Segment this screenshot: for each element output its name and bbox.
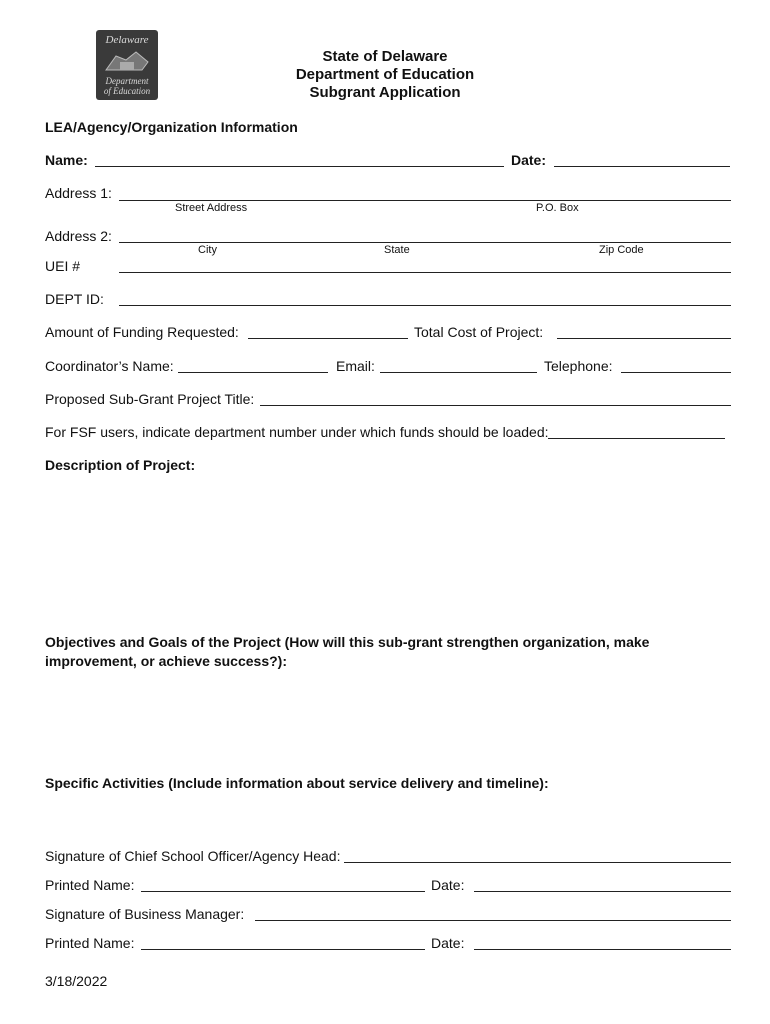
- uei-field[interactable]: [119, 272, 731, 273]
- date-field[interactable]: [554, 166, 730, 167]
- po-box-label: P.O. Box: [536, 202, 579, 214]
- logo-top-text: Delaware: [105, 34, 149, 46]
- address1-field[interactable]: [119, 200, 731, 201]
- state-label: State: [384, 244, 410, 256]
- printed-name2-field[interactable]: [141, 949, 425, 950]
- fsf-label: For FSF users, indicate department number under which funds should be loaded:: [45, 424, 549, 440]
- project-title-field[interactable]: [260, 405, 731, 406]
- dept-id-label: DEPT ID:: [45, 291, 104, 307]
- objectives-area[interactable]: [45, 674, 731, 774]
- activities-heading: Specific Activities (Include information about service delivery and timeline):: [45, 775, 549, 791]
- zip-code-label: Zip Code: [599, 244, 644, 256]
- footer-date: 3/18/2022: [45, 973, 108, 989]
- business-manager-signature-label: Signature of Business Manager:: [45, 906, 245, 922]
- logo-bottom-line1: Department: [105, 76, 149, 86]
- printed-name2-label: Printed Name:: [45, 935, 135, 951]
- logo-bottom-line2: of Education: [103, 86, 151, 96]
- chief-signature-label: Signature of Chief School Officer/Agency Head:: [45, 848, 341, 864]
- business-manager-signature-field[interactable]: [255, 920, 731, 921]
- activities-area[interactable]: [45, 796, 731, 846]
- coordinator-field[interactable]: [178, 372, 328, 373]
- email-label: Email:: [336, 358, 375, 374]
- description-heading: Description of Project:: [45, 457, 196, 473]
- city-label: City: [198, 244, 217, 256]
- chief-signature-field[interactable]: [344, 862, 731, 863]
- objectives-heading-line1: Objectives and Goals of the Project (How will this sub-grant strengthen organization, make: [45, 634, 650, 650]
- printed-name1-label: Printed Name:: [45, 877, 135, 893]
- date2-field[interactable]: [474, 949, 731, 950]
- total-cost-field[interactable]: [557, 338, 731, 339]
- uei-label: UEI #: [45, 258, 81, 274]
- date2-label: Date:: [431, 935, 465, 951]
- header-line3: Subgrant Application: [309, 84, 461, 101]
- telephone-label: Telephone:: [544, 358, 613, 374]
- funding-field[interactable]: [248, 338, 408, 339]
- date1-label: Date:: [431, 877, 465, 893]
- date1-field[interactable]: [474, 891, 731, 892]
- address2-field[interactable]: [119, 242, 731, 243]
- email-field[interactable]: [380, 372, 537, 373]
- dept-id-field[interactable]: [119, 305, 731, 306]
- description-area[interactable]: [45, 478, 731, 628]
- fsf-field[interactable]: [548, 438, 725, 439]
- street-address-label: Street Address: [175, 202, 248, 214]
- total-cost-label: Total Cost of Project:: [414, 324, 544, 340]
- header-line1: State of Delaware: [322, 48, 448, 65]
- funding-label: Amount of Funding Requested:: [45, 324, 239, 340]
- project-title-label: Proposed Sub-Grant Project Title:: [45, 391, 255, 407]
- date-label: Date:: [511, 152, 547, 168]
- name-field[interactable]: [95, 166, 504, 167]
- address1-label: Address 1:: [45, 185, 112, 201]
- name-label: Name:: [45, 152, 88, 168]
- printed-name1-field[interactable]: [141, 891, 425, 892]
- objectives-heading-line2: improvement, or achieve success?):: [45, 653, 287, 669]
- address2-label: Address 2:: [45, 228, 112, 244]
- header-line2: Department of Education: [295, 66, 475, 83]
- coordinator-label: Coordinator’s Name:: [45, 358, 174, 374]
- telephone-field[interactable]: [621, 372, 731, 373]
- section-lea-heading: LEA/Agency/Organization Information: [45, 119, 298, 135]
